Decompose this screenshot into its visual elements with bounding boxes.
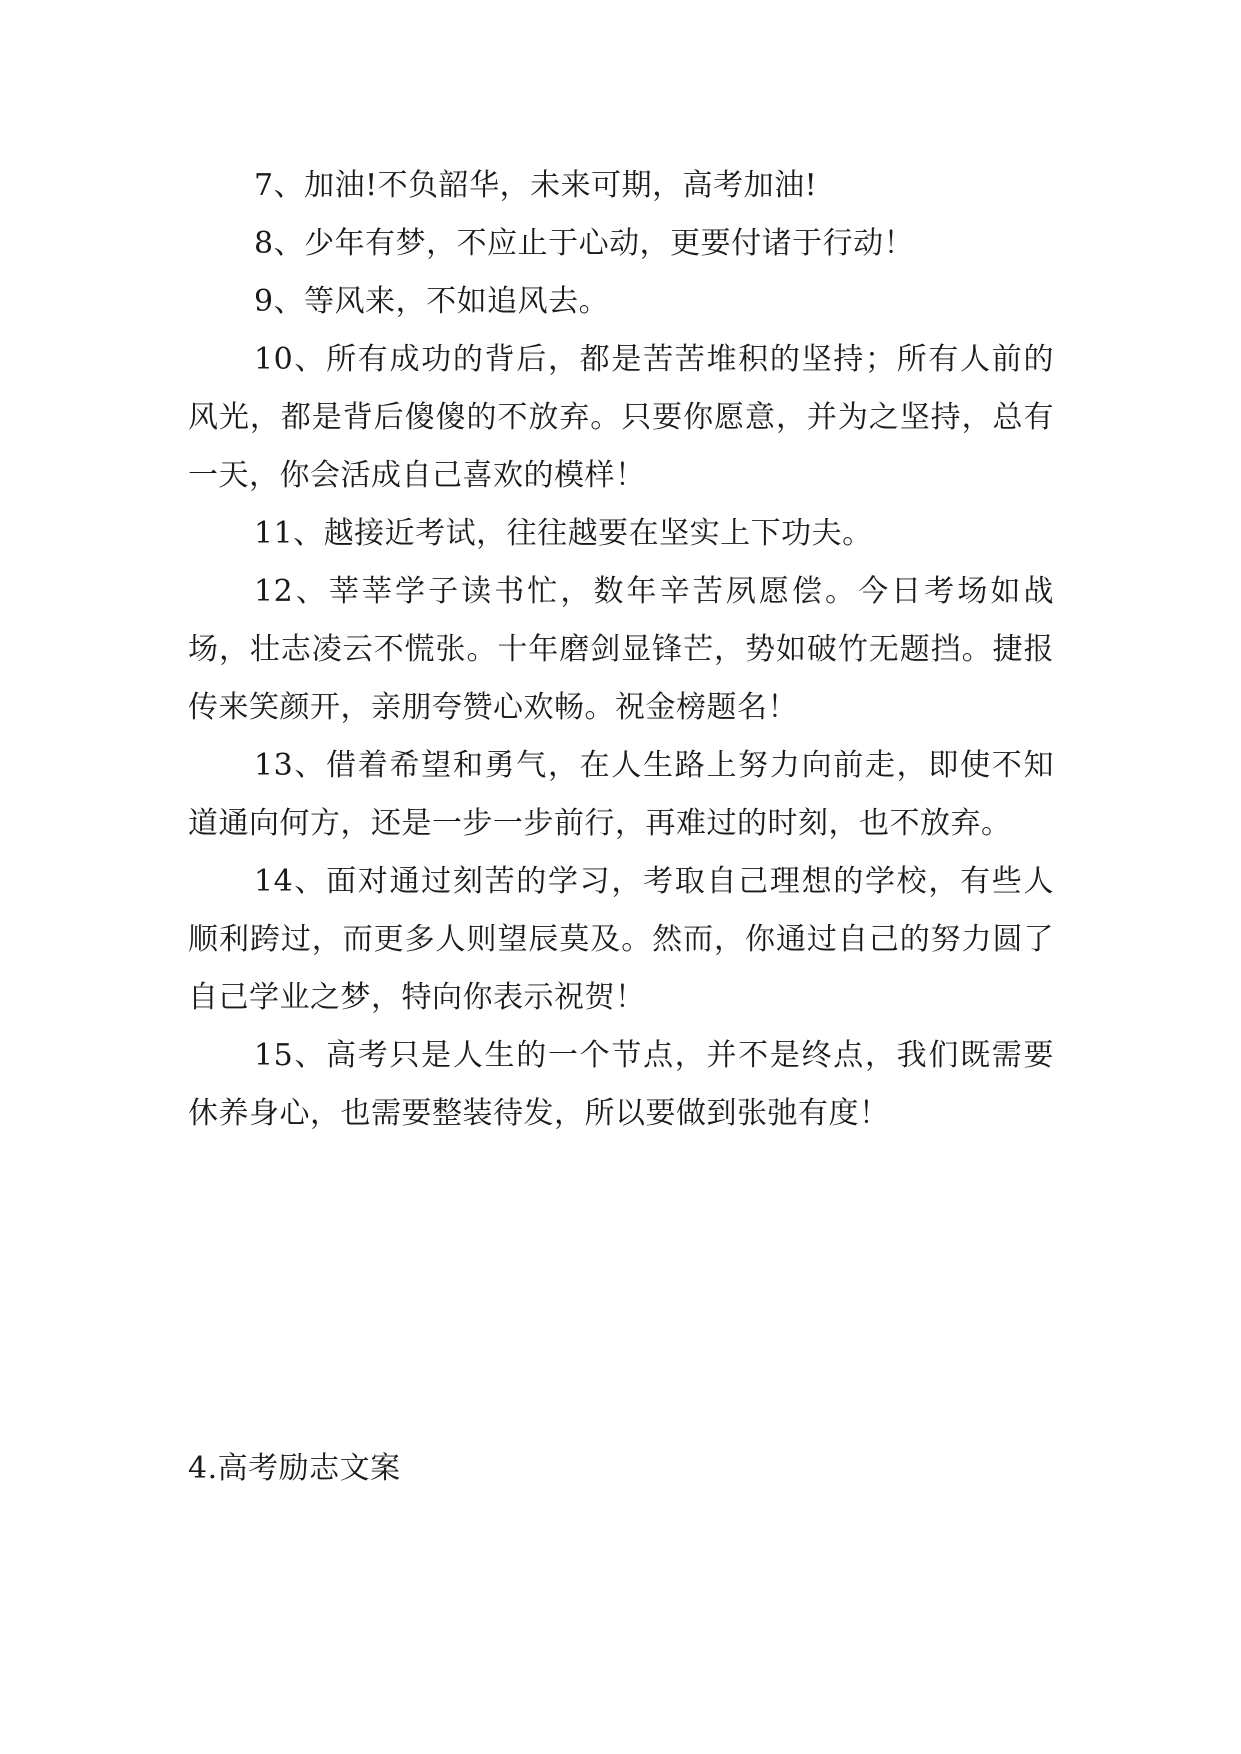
paragraph-11: 11、越接近考试，往往越要在坚实上下功夫。	[254, 516, 873, 551]
paragraph-8: 8、少年有梦，不应止于心动，更要付诸于行动！	[254, 226, 915, 261]
document-body	[188, 157, 1054, 1143]
paragraph-10: 10、所有成功的背后，都是苦苦堆积的坚持；所有人前的风光，都是背后傻傻的不放弃。只要你愿意，并为之坚持，总有一天，你会活成自己喜欢的模样！	[188, 342, 1054, 493]
paragraph-7: 7、加油!不负韶华，未来可期，高考加油!	[254, 168, 818, 203]
paragraph-13: 13、借着希望和勇气，在人生路上努力向前走，即使不知道通向何方，还是一步一步前行，再难过的时刻，也不放弃。	[188, 748, 1054, 841]
paragraph-14: 14、面对通过刻苦的学习，考取自己理想的学校，有些人顺利跨过，而更多人则望辰莫及。然而，你通过自己的努力圆了自己学业之梦，特向你表示祝贺！	[188, 864, 1054, 1015]
paragraph-9: 9、等风来，不如追风去。	[254, 284, 610, 319]
paragraph-15: 15、高考只是人生的一个节点，并不是终点，我们既需要休养身心，也需要整装待发，所以要做到张弛有度！	[188, 1038, 1054, 1131]
paragraph-12: 12、莘莘学子读书忙，数年辛苦夙愿偿。今日考场如战场，壮志凌云不慌张。十年磨剑显锋芒，势如破竹无题挡。捷报传来笑颜开，亲朋夸赞心欢畅。祝金榜题名！	[188, 574, 1054, 725]
section-heading: 4.高考励志文案	[188, 1451, 401, 1486]
